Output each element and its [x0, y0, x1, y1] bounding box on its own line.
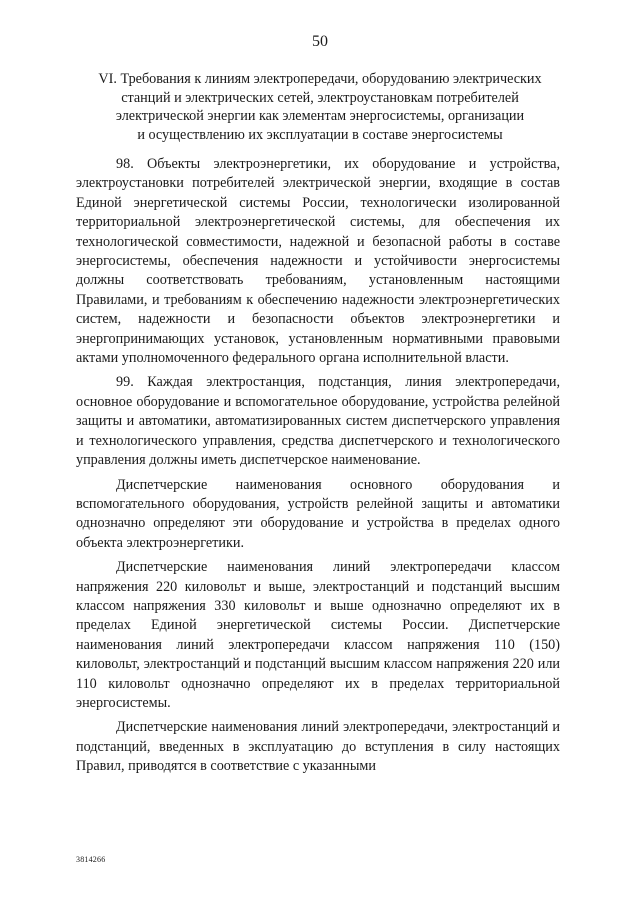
paragraph-99: 99. Каждая электростанция, подстанция, линия электропередачи, основное оборудование и вспомогательное оборудование, устройства релейной защиты и автоматики, автоматизированных систем диспетчерского управления и технологического управления, средства диспетчерского и технологического управления должны иметь диспетчерское наименование. [76, 374, 560, 469]
paragraph: Диспетчерские наименования линий электропередачи классом напряжения 220 киловольт и выше, электростанций и подстанций высшим классом напряжения 330 киловольт и выше однозначно определяют их в пределах Единой энергетической системы России. Диспетчерские наименования линий электропередачи классом напряжения 110 (150) киловольт, электростанций и подстанций высшим классом напряжения 220 или 110 киловольт однозначно определяют их в пределах территориальной энергосистемы. [76, 559, 560, 711]
document-body [76, 155, 560, 777]
section-heading-line: электрической энергии как элементам энергосистемы, организации [115, 108, 525, 124]
section-heading [70, 70, 570, 144]
paragraph: Диспетчерские наименования основного оборудования и вспомогательного оборудования, устройств релейной защиты и автоматики однозначно определяют эти оборудование и устройства в пределах одного объекта электроэнергетики. [76, 476, 560, 551]
section-heading-line: VI. Требования к линиям электропередачи, оборудованию электрических [98, 71, 542, 87]
paragraph-98: 98. Объекты электроэнергетики, их оборудование и устройства, электроустановки потребителей электрической энергии, входящие в состав Единой энергетической системы России, технологически изолированной территориальной электроэнергетической системы, для обеспечения их технологической совместимости, надежной и безопасной работы в составе энергосистемы, обеспечения надежности и устойчивости энергосистемы должны соответствовать требованиям, установленным настоящими Правилами, и требованиям к обеспечению надежности электроэнергетических систем, надежности и безопасности объектов электроэнергетики и энергопринимающих установок, установленным нормативными правовыми актами уполномоченного федерального органа исполнительной власти. [76, 156, 560, 367]
paragraph: Диспетчерские наименования линий электропередачи, электростанций и подстанций, введенных в эксплуатацию до вступления в силу настоящих Правил, приводятся в соответствие с указанными [76, 719, 560, 775]
document-code: 3814266 [76, 855, 106, 864]
section-heading-line: и осуществлению их эксплуатации в составе энергосистемы [137, 126, 503, 143]
page-number: 50 [312, 33, 328, 50]
section-heading-line: станций и электрических сетей, электроустановкам потребителей [121, 89, 519, 106]
